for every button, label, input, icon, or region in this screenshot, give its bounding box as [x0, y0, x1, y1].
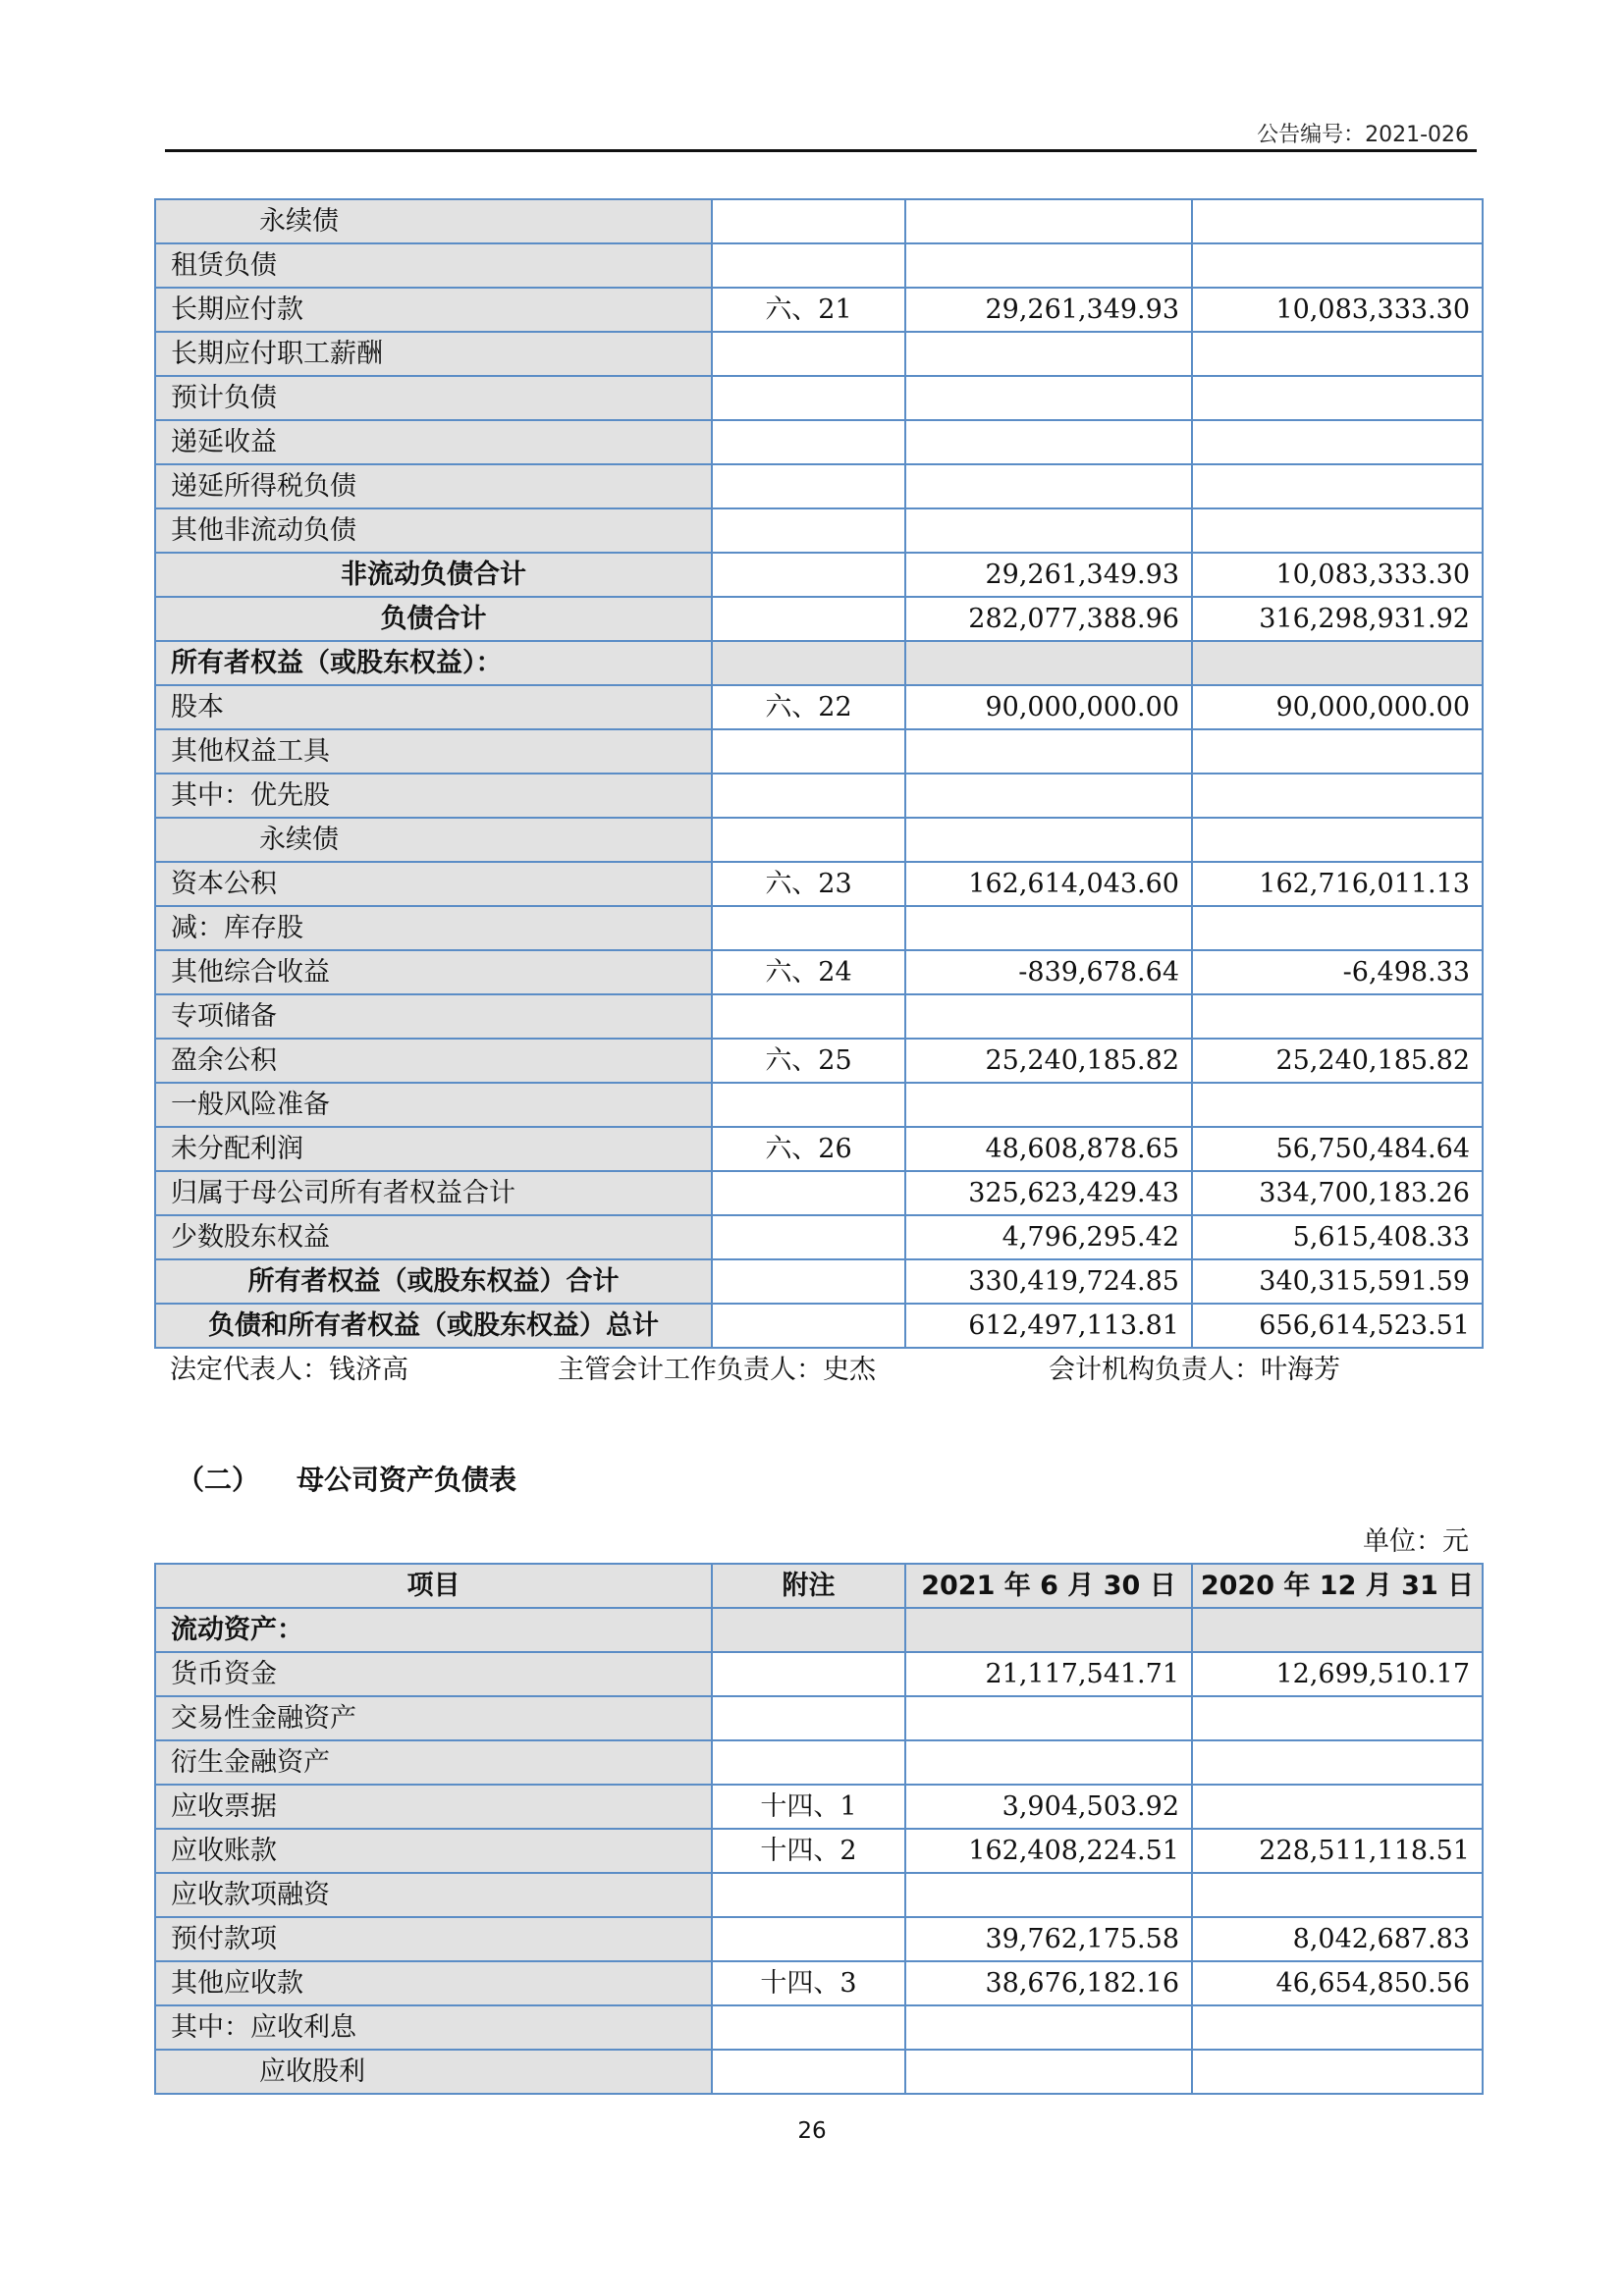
- row-note: 十四、2: [712, 1829, 905, 1873]
- row-label: 其中：优先股: [155, 774, 712, 818]
- row-value-current: [905, 729, 1192, 774]
- parent-balance-sheet-table: [154, 1563, 1484, 2095]
- accounting-dept-head: 会计机构负责人：叶海芳: [1049, 1355, 1340, 1385]
- table-row: [155, 1083, 1483, 1127]
- row-value-prior: 10,083,333.30: [1192, 553, 1483, 597]
- table-row: [155, 1696, 1483, 1740]
- row-note: [712, 994, 905, 1039]
- row-note: 六、21: [712, 288, 905, 332]
- row-note: 十四、3: [712, 1961, 905, 2005]
- row-note: [712, 1171, 905, 1215]
- row-value-current: [905, 774, 1192, 818]
- row-value-prior: 5,615,408.33: [1192, 1215, 1483, 1259]
- column-header-prior-year-end: 2020 年 12 月 31 日: [1192, 1564, 1483, 1608]
- row-value-current: 325,623,429.43: [905, 1171, 1192, 1215]
- row-value-prior: 334,700,183.26: [1192, 1171, 1483, 1215]
- row-note: [712, 508, 905, 553]
- row-label: 未分配利润: [155, 1127, 712, 1171]
- row-label: 应收股利: [155, 2050, 712, 2094]
- row-label: 应收款项融资: [155, 1873, 712, 1917]
- row-label: 长期应付款: [155, 288, 712, 332]
- column-header-note: 附注: [712, 1564, 905, 1608]
- row-value-current: 162,614,043.60: [905, 862, 1192, 906]
- table-row: [155, 862, 1483, 906]
- row-label: 货币资金: [155, 1652, 712, 1696]
- row-note: [712, 774, 905, 818]
- row-label: 所有者权益（或股东权益）合计: [155, 1259, 712, 1304]
- table-row: [155, 818, 1483, 862]
- row-label: 应收账款: [155, 1829, 712, 1873]
- row-label: 其他非流动负债: [155, 508, 712, 553]
- row-value-prior: [1192, 1608, 1483, 1652]
- row-label: 递延收益: [155, 420, 712, 464]
- row-note: [712, 1304, 905, 1348]
- row-value-prior: [1192, 2050, 1483, 2094]
- table-row: [155, 1873, 1483, 1917]
- row-value-current: 39,762,175.58: [905, 1917, 1192, 1961]
- announcement-number: 公告编号：2021-026: [1257, 123, 1469, 147]
- row-value-prior: [1192, 243, 1483, 288]
- table-row: [155, 1740, 1483, 1785]
- row-note: [712, 2005, 905, 2050]
- table-row: [155, 950, 1483, 994]
- row-value-prior: [1192, 818, 1483, 862]
- row-note: [712, 1696, 905, 1740]
- row-value-prior: [1192, 199, 1483, 243]
- row-label: 衍生金融资产: [155, 1740, 712, 1785]
- table-row: [155, 508, 1483, 553]
- table-row: [155, 553, 1483, 597]
- row-label: 股本: [155, 685, 712, 729]
- row-label: 其他应收款: [155, 1961, 712, 2005]
- row-label: 预付款项: [155, 1917, 712, 1961]
- row-value-current: 29,261,349.93: [905, 288, 1192, 332]
- section-title: 母公司资产负债表: [297, 1464, 517, 1496]
- table-row: [155, 288, 1483, 332]
- row-note: 六、22: [712, 685, 905, 729]
- row-value-prior: 10,083,333.30: [1192, 288, 1483, 332]
- row-value-current: [905, 420, 1192, 464]
- table-row: [155, 1608, 1483, 1652]
- row-note: [712, 1215, 905, 1259]
- row-note: [712, 1083, 905, 1127]
- row-note: 十四、1: [712, 1785, 905, 1829]
- table-row: [155, 1829, 1483, 1873]
- table-row: [155, 1039, 1483, 1083]
- consolidated-balance-sheet-table: [154, 198, 1484, 1349]
- row-value-prior: [1192, 641, 1483, 685]
- row-label: 应收票据: [155, 1785, 712, 1829]
- row-value-current: [905, 2050, 1192, 2094]
- row-note: 六、25: [712, 1039, 905, 1083]
- row-value-current: [905, 1608, 1192, 1652]
- row-note: [712, 420, 905, 464]
- row-note: [712, 464, 905, 508]
- row-value-prior: 228,511,118.51: [1192, 1829, 1483, 1873]
- row-label: 非流动负债合计: [155, 553, 712, 597]
- table-row: [155, 376, 1483, 420]
- table-row: [155, 1961, 1483, 2005]
- row-note: [712, 199, 905, 243]
- row-value-current: [905, 332, 1192, 376]
- row-value-current: 29,261,349.93: [905, 553, 1192, 597]
- row-value-current: [905, 1873, 1192, 1917]
- row-label: 长期应付职工薪酬: [155, 332, 712, 376]
- row-note: [712, 243, 905, 288]
- row-value-prior: [1192, 1696, 1483, 1740]
- row-note: [712, 641, 905, 685]
- table-row: [155, 1215, 1483, 1259]
- row-note: [712, 2050, 905, 2094]
- row-value-prior: [1192, 420, 1483, 464]
- row-value-prior: 8,042,687.83: [1192, 1917, 1483, 1961]
- row-value-prior: [1192, 464, 1483, 508]
- table-row: [155, 2050, 1483, 2094]
- row-note: [712, 376, 905, 420]
- table-row: [155, 1259, 1483, 1304]
- table-row: [155, 1785, 1483, 1829]
- row-note: [712, 818, 905, 862]
- table-row: [155, 729, 1483, 774]
- row-value-prior: 340,315,591.59: [1192, 1259, 1483, 1304]
- column-header-period-end: 2021 年 6 月 30 日: [905, 1564, 1192, 1608]
- row-value-current: 3,904,503.92: [905, 1785, 1192, 1829]
- row-value-current: [905, 464, 1192, 508]
- row-note: [712, 1917, 905, 1961]
- row-value-current: [905, 906, 1192, 950]
- row-label: 其中：应收利息: [155, 2005, 712, 2050]
- row-value-current: 25,240,185.82: [905, 1039, 1192, 1083]
- table-row: [155, 2005, 1483, 2050]
- row-value-prior: [1192, 729, 1483, 774]
- row-label: 永续债: [155, 818, 712, 862]
- row-note: [712, 1608, 905, 1652]
- row-label: 递延所得税负债: [155, 464, 712, 508]
- row-value-current: 330,419,724.85: [905, 1259, 1192, 1304]
- row-value-current: 282,077,388.96: [905, 597, 1192, 641]
- row-label: 交易性金融资产: [155, 1696, 712, 1740]
- row-label: 预计负债: [155, 376, 712, 420]
- row-note: 六、23: [712, 862, 905, 906]
- table-header-row: [155, 1564, 1483, 1608]
- column-header-item: 项目: [155, 1564, 712, 1608]
- row-value-prior: -6,498.33: [1192, 950, 1483, 994]
- unit-label: 单位：元: [1363, 1526, 1469, 1557]
- table-row: [155, 685, 1483, 729]
- row-value-prior: 12,699,510.17: [1192, 1652, 1483, 1696]
- row-label: 少数股东权益: [155, 1215, 712, 1259]
- table-row: [155, 464, 1483, 508]
- row-value-prior: 56,750,484.64: [1192, 1127, 1483, 1171]
- row-note: [712, 332, 905, 376]
- table-row: [155, 906, 1483, 950]
- row-value-current: [905, 1696, 1192, 1740]
- row-label: 资本公积: [155, 862, 712, 906]
- row-value-current: 21,117,541.71: [905, 1652, 1192, 1696]
- row-value-current: [905, 641, 1192, 685]
- row-value-current: 612,497,113.81: [905, 1304, 1192, 1348]
- table-row: [155, 1171, 1483, 1215]
- table-row: [155, 1917, 1483, 1961]
- row-label: 专项储备: [155, 994, 712, 1039]
- row-value-prior: 162,716,011.13: [1192, 862, 1483, 906]
- row-label: 一般风险准备: [155, 1083, 712, 1127]
- row-label: 归属于母公司所有者权益合计: [155, 1171, 712, 1215]
- row-value-current: [905, 199, 1192, 243]
- row-value-current: 38,676,182.16: [905, 1961, 1192, 2005]
- row-value-current: -839,678.64: [905, 950, 1192, 994]
- row-value-current: 4,796,295.42: [905, 1215, 1192, 1259]
- row-note: [712, 1740, 905, 1785]
- row-value-current: [905, 1740, 1192, 1785]
- row-value-prior: [1192, 508, 1483, 553]
- row-label: 流动资产：: [155, 1608, 712, 1652]
- row-value-prior: [1192, 1083, 1483, 1127]
- table-row: [155, 199, 1483, 243]
- row-value-current: [905, 2005, 1192, 2050]
- row-value-current: [905, 994, 1192, 1039]
- section-number: （二）: [177, 1464, 260, 1496]
- row-label: 负债和所有者权益（或股东权益）总计: [155, 1304, 712, 1348]
- row-value-prior: [1192, 1740, 1483, 1785]
- row-value-prior: [1192, 774, 1483, 818]
- row-value-prior: [1192, 376, 1483, 420]
- row-note: [712, 1873, 905, 1917]
- table-row: [155, 641, 1483, 685]
- row-value-prior: [1192, 1873, 1483, 1917]
- row-value-current: [905, 1083, 1192, 1127]
- section-heading: [177, 1459, 516, 1498]
- row-value-current: [905, 376, 1192, 420]
- page-number: 26: [797, 2118, 827, 2144]
- row-label: 其他权益工具: [155, 729, 712, 774]
- row-note: 六、24: [712, 950, 905, 994]
- row-label: 所有者权益（或股东权益）：: [155, 641, 712, 685]
- row-note: [712, 1652, 905, 1696]
- row-value-current: [905, 818, 1192, 862]
- row-label: 永续债: [155, 199, 712, 243]
- table-row: [155, 243, 1483, 288]
- row-label: 盈余公积: [155, 1039, 712, 1083]
- row-value-prior: 25,240,185.82: [1192, 1039, 1483, 1083]
- row-value-prior: [1192, 994, 1483, 1039]
- row-value-current: [905, 243, 1192, 288]
- row-value-prior: 90,000,000.00: [1192, 685, 1483, 729]
- row-value-prior: 46,654,850.56: [1192, 1961, 1483, 2005]
- row-note: [712, 597, 905, 641]
- row-label: 租赁负债: [155, 243, 712, 288]
- table-row: [155, 332, 1483, 376]
- table-row: [155, 1304, 1483, 1348]
- row-value-current: 48,608,878.65: [905, 1127, 1192, 1171]
- table-row: [155, 774, 1483, 818]
- signature-line: [170, 1349, 1476, 1392]
- table-row: [155, 597, 1483, 641]
- row-value-prior: [1192, 1785, 1483, 1829]
- table-row: [155, 1652, 1483, 1696]
- row-value-prior: 316,298,931.92: [1192, 597, 1483, 641]
- row-label: 负债合计: [155, 597, 712, 641]
- row-value-prior: [1192, 332, 1483, 376]
- row-note: 六、26: [712, 1127, 905, 1171]
- header-rule: [165, 149, 1477, 152]
- legal-representative: 法定代表人：钱济高: [170, 1355, 408, 1385]
- row-note: [712, 1259, 905, 1304]
- row-label: 减：库存股: [155, 906, 712, 950]
- table-row: [155, 420, 1483, 464]
- accounting-head: 主管会计工作负责人：史杰: [558, 1355, 876, 1385]
- row-note: [712, 729, 905, 774]
- row-value-prior: 656,614,523.51: [1192, 1304, 1483, 1348]
- row-label: 其他综合收益: [155, 950, 712, 994]
- table-row: [155, 1127, 1483, 1171]
- row-value-current: [905, 508, 1192, 553]
- row-value-prior: [1192, 2005, 1483, 2050]
- row-value-current: 162,408,224.51: [905, 1829, 1192, 1873]
- row-value-current: 90,000,000.00: [905, 685, 1192, 729]
- row-note: [712, 906, 905, 950]
- row-note: [712, 553, 905, 597]
- row-value-prior: [1192, 906, 1483, 950]
- table-row: [155, 994, 1483, 1039]
